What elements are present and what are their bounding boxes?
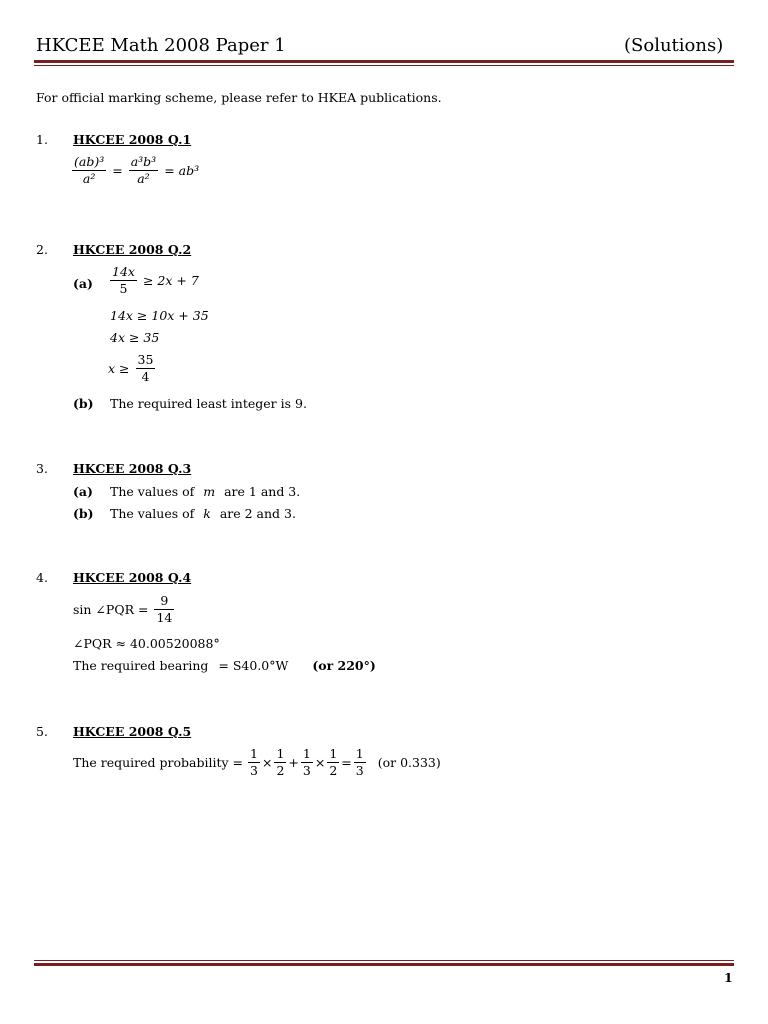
question-title: HKCEE 2008 Q.5 <box>73 724 192 739</box>
q4-line2: ∠PQR ≈ 40.00520088° <box>73 636 220 651</box>
question-number: 5. <box>36 724 48 739</box>
part-label-a: (a) <box>73 276 93 291</box>
question-number: 1. <box>36 132 48 147</box>
header-rule-thin <box>34 65 734 66</box>
q4-line1: sin ∠PQR = $\frac{9}{14}$ <box>73 593 173 625</box>
q1-equation: $\frac{\text{(ab)³}}{\text{a²}}$ = $\frac{\text{a³b³}}{\text{a²}}$ = ab³ <box>74 154 200 186</box>
header-rule-thick <box>34 60 734 63</box>
intro-text: For official marking scheme, please refer to HKEA publications. <box>36 90 442 105</box>
document-title: HKCEE Math 2008 Paper 1 <box>36 35 286 56</box>
q1-lhs-fraction: $\frac{\text{(ab)³}}{\text{a²}}$ <box>74 154 105 186</box>
part-label-b: (b) <box>73 506 94 521</box>
q2-line2: 14x ≥ 10x + 35 <box>110 308 209 323</box>
footer-rule-thick <box>34 963 734 966</box>
question-number: 2. <box>36 242 48 257</box>
q2-line4: x ≥ $\frac{35}{4}$ <box>108 352 154 384</box>
part-label-a: (a) <box>73 484 93 499</box>
q1-mid-fraction: $\frac{\text{a³b³}}{\text{a²}}$ <box>130 154 157 186</box>
q2-b-answer: The required least integer is 9. <box>110 396 307 411</box>
part-label-b: (b) <box>73 396 94 411</box>
footer-rule-thin <box>34 960 734 961</box>
question-title: HKCEE 2008 Q.3 <box>73 461 192 476</box>
q2-line1: $\frac{14x}{5}$ ≥ 2x + 7 <box>112 264 199 296</box>
question-number: 3. <box>36 461 48 476</box>
question-number: 4. <box>36 570 48 585</box>
page-number: 1 <box>724 970 733 985</box>
question-title: HKCEE 2008 Q.2 <box>73 242 192 257</box>
q5-equation: The required probability = $\frac{1}{3}$ × $\frac{1}{2}$ + $\frac{1}{3}$ × $\frac{1}{2}$ = $\frac{1}{3}$ (or 0.333) <box>73 746 441 778</box>
q3-a-answer: The values of m are 1 and 3. <box>110 484 301 499</box>
q3-b-answer: The values of k are 2 and 3. <box>110 506 296 521</box>
q4-line3: The required bearing = S40.0°W (or 220°) <box>73 658 376 673</box>
question-title: HKCEE 2008 Q.4 <box>73 570 192 585</box>
question-title: HKCEE 2008 Q.1 <box>73 132 192 147</box>
q2-line3: 4x ≥ 35 <box>110 330 160 345</box>
solutions-tag: (Solutions) <box>624 35 724 56</box>
